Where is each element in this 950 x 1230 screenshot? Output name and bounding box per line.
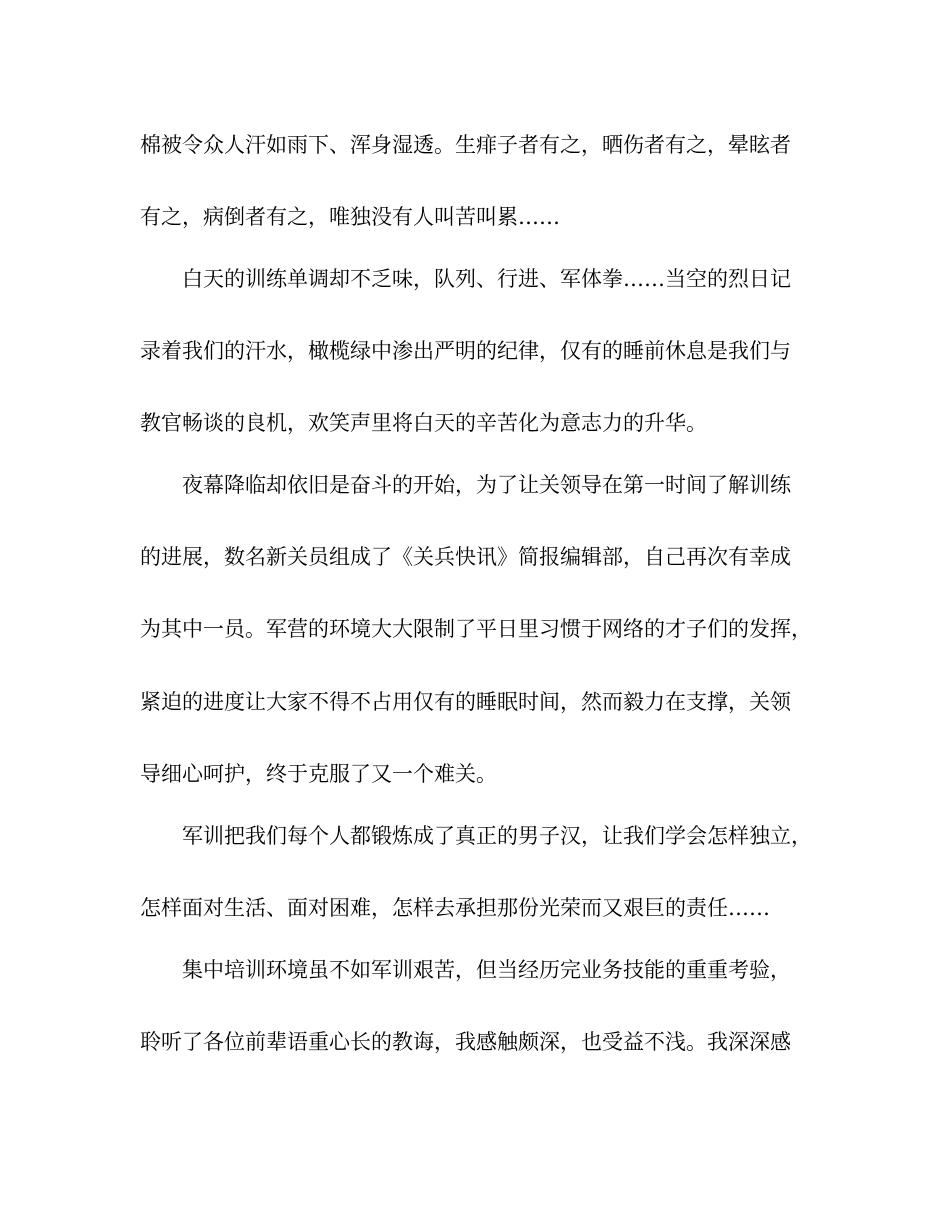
- paragraph-start-line: 白天的训练单调却不乏味，队列、行进、军体拳……当空的烈日记: [182, 267, 791, 291]
- text-line: 聆听了各位前辈语重心长的教诲，我感触颇深，也受益不浅。我深深感: [140, 1030, 791, 1054]
- text-line: 有之，病倒者有之，唯独没有人叫苦叫累……: [140, 205, 560, 229]
- paragraph-start-line: 夜幕降临却依旧是奋斗的开始，为了让关领导在第一时间了解训练: [182, 473, 791, 497]
- text-line: 教官畅谈的良机，欢笑声里将白天的辛苦化为意志力的升华。: [140, 411, 707, 435]
- text-line: 怎样面对生活、面对困难，怎样去承担那份光荣而又艰巨的责任……: [140, 896, 770, 920]
- text-line: 紧迫的进度让大家不得不占用仅有的睡眠时间，然而毅力在支撑，关领: [140, 690, 791, 714]
- paragraph-start-line: 军训把我们每个人都锻炼成了真正的男子汉，让我们学会怎样独立，: [182, 824, 812, 848]
- text-line: 导细心呵护，终于克服了又一个难关。: [140, 762, 497, 786]
- text-line: 为其中一员。军营的环境大大限制了平日里习惯于网络的才子们的发挥，: [140, 617, 812, 641]
- paragraph-start-line: 集中培训环境虽不如军训艰苦，但当经历完业务技能的重重考验，: [182, 958, 791, 982]
- text-line: 棉被令众人汗如雨下、浑身湿透。生痱子者有之，晒伤者有之，晕眩者: [140, 133, 791, 157]
- text-line: 的进展，数名新关员组成了《关兵快讯》简报编辑部，自己再次有幸成: [140, 545, 791, 569]
- text-line: 录着我们的汗水，橄榄绿中渗出严明的纪律，仅有的睡前休息是我们与: [140, 339, 791, 363]
